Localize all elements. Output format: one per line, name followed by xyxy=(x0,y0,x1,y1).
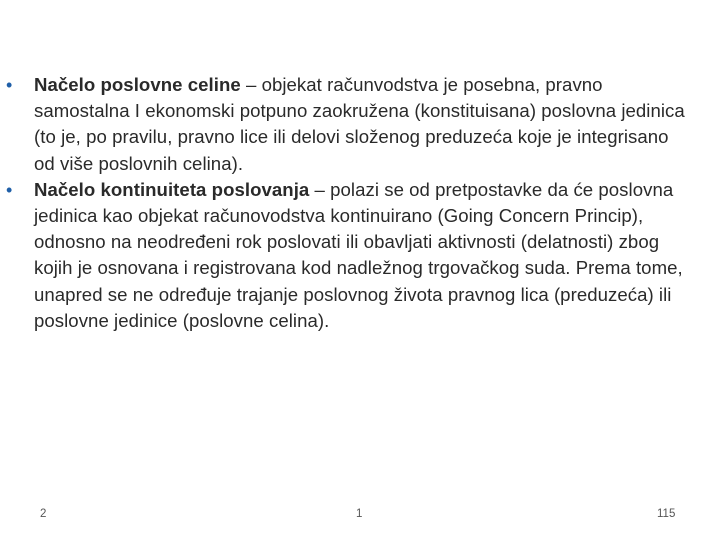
bullet-item-poslovna-celina xyxy=(0,72,694,177)
bullet-list xyxy=(0,72,720,334)
footer-left-number: 2 xyxy=(40,508,47,520)
definition-kontinuitet: – polazi se od pretpostavke da će poslovna jedinica kao objekat računovodstva kontinuirano (Going Concern Princip), odnosno na neodređeni rok poslovati ili obavljati aktivnosti (delatnosti) zbog kojih je osnovana i registrovana kod nadležnog trgovačkog suda. Prema tome, unapred se ne određuje trajanje poslovnog života pravnog lica (preduzeća) ili poslovne jedinice (poslovne celina). xyxy=(34,178,683,331)
slide-body xyxy=(0,72,720,334)
bullet-icon: • xyxy=(6,179,13,200)
definition-poslovna-celina: – objekat računvodstva je posebna, pravno samostalna I ekonomski potpuno zaokružena (konstituisana) poslovna jedinica (to je, po pravilu, pravno lice ili delovi složenog preduzeća koje je integrisano od više poslovnih celina). xyxy=(34,74,685,174)
term-kontinuitet: Načelo kontinuiteta poslovanja xyxy=(34,178,310,200)
page-number: 115 xyxy=(657,508,676,520)
term-poslovna-celina: Načelo poslovne celine xyxy=(34,74,241,95)
bullet-icon: • xyxy=(6,75,13,95)
bullet-item-kontinuitet xyxy=(0,177,694,334)
footer-center-number: 1 xyxy=(356,508,363,520)
